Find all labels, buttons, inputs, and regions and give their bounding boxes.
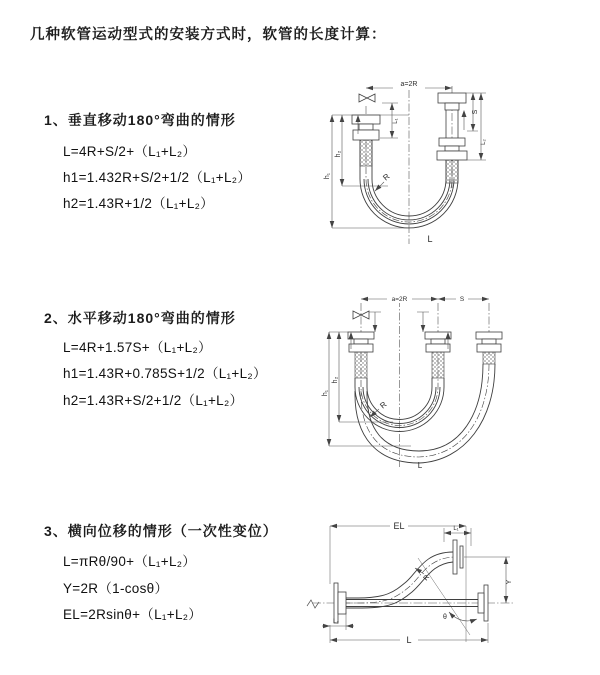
section-3-formula-el: EL=2Rsinθ+（L₁+L₂） [63,607,203,622]
braid-section-right [446,160,458,183]
hose-u-bends [355,352,495,463]
diagram-3-drawing [300,502,598,654]
section-1-formula-l: L=4R+S/2+（L₁+L₂） [63,144,197,159]
flanges [334,540,488,623]
dim-label-a2r: a=2R [391,296,408,303]
diagram-3-labels [333,521,513,645]
dim-label-h1: h₁ [322,389,329,397]
diagram-2-drawing [313,285,513,471]
section-1-heading: 1、垂直移动180°弯曲的情形 [44,112,236,128]
diagram-2-labels [322,296,465,470]
dim-label-r: R [422,573,432,583]
dim-label-l2: L₂ [481,139,487,145]
dim-label-h2: h₂ [335,150,342,158]
hose-s-curve [345,552,478,608]
section-3-formula-l: L=πRθ/90+（L₁+L₂） [63,554,197,569]
dim-label-l: L [417,461,423,470]
dim-label-h2: h₂ [332,376,339,384]
dim-label-l1: L₁ [393,118,399,124]
braid-section-3 [483,352,495,364]
centerlines [361,299,489,467]
section-1-formula-h1: h1=1.432R+S/2+1/2（L₁+L₂） [63,170,252,185]
left-flange [334,583,338,623]
dim-label-s: S [472,109,479,115]
dim-label-l: L [427,234,433,244]
dim-label-el: EL [393,521,405,531]
lower-right-flange [484,585,488,621]
dim-label-r: R [381,171,392,183]
construction-lines [418,526,470,642]
fittings [348,311,502,352]
section-1-formula-h2: h2=1.43R+1/2（L₁+L₂） [63,196,214,211]
dimensions [322,526,510,643]
diagram-3-lateral-displacement [300,502,598,659]
dim-label-h1: h₁ [324,172,331,180]
section-3-heading: 3、横向位移的情形（一次性变位） [44,523,278,539]
section-2-formula-h1: h1=1.43R+0.785S+1/2（L₁+L₂） [63,366,267,381]
section-3-formula-y: Y=2R（1-cosθ） [63,581,169,596]
dim-label-l2: L₂ [333,619,339,625]
diagram-1-vertical-u-bend [320,80,498,257]
dim-label-l: L [406,635,412,645]
diagram-1-drawing [320,80,498,252]
centerline-break-mark [307,600,319,608]
dim-label-theta: θ [443,614,447,621]
dim-label-r: R [378,399,389,411]
dim-label-l1: L₁ [453,526,459,532]
section-2-heading: 2、水平移动180°弯曲的情形 [44,310,236,326]
page-title: 几种软管运动型式的安装方式时，软管的长度计算： [30,27,387,43]
valve-icon [359,94,375,102]
section-2-formula-l: L=4R+1.57S+（L₁+L₂） [63,340,212,355]
dim-label-a2r: a=2R [400,81,418,88]
dim-label-y: Y [506,579,513,585]
braid-section-2 [432,352,444,378]
diagram-2-horizontal-u-bend [313,285,513,476]
upper-right-flange [453,540,457,574]
section-2-formula-h2: h2=1.43R+S/2+1/2（L₁+L₂） [63,393,244,408]
dim-label-s: S [459,296,465,303]
braid-section-1 [355,352,367,378]
braid-section-left [360,140,372,166]
